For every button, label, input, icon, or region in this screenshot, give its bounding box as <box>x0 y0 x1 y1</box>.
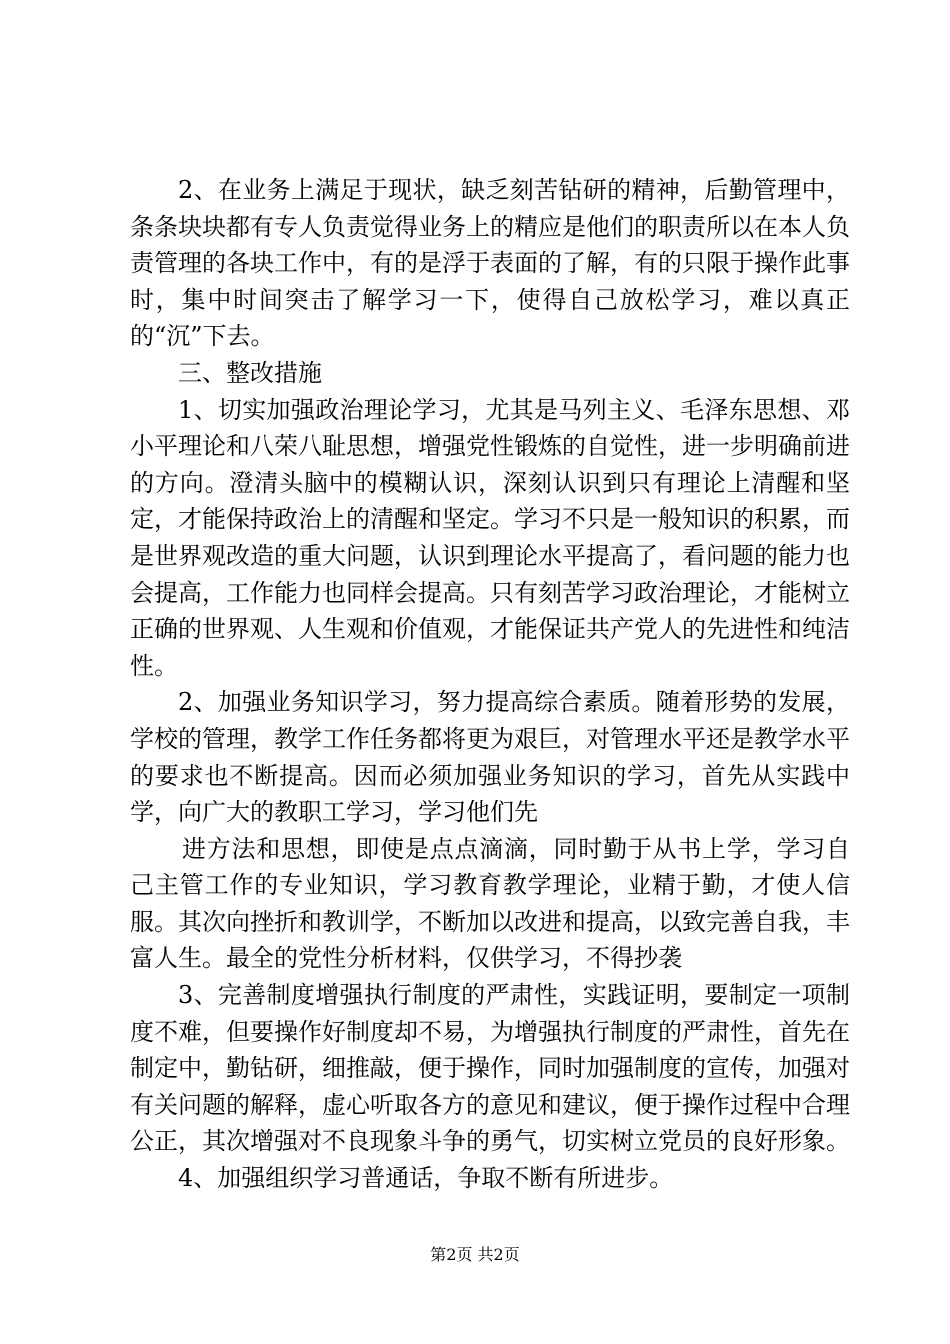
paragraph-business-knowledge: 2、加强业务知识学习，努力提高综合素质。随着形势的发展，学校的管理，教学工作任务都将更为艰巨，对管理水平还是教学水平的要求也不断提高。因而必须加强业务知识的学习，首先从实践中学，向广大的教职工学习，学习他们先 <box>130 688 850 827</box>
section-heading-rectification: 三、整改措施 <box>178 358 322 387</box>
paragraph-political-study: 1、切实加强政治理论学习，尤其是马列主义、毛泽东思想、邓小平理论和八荣八耻思想，增强党性锻炼的自觉性，进一步明确前进的方向。澄清头脑中的模糊认识，深刻认识到只有理论上清醒和坚定，才能保持政治上的清醒和坚定。学习不只是一般知识的积累，而是世界观改造的重大问题，认识到理论水平提高了，看问题的能力也会提高，工作能力也同样会提高。只有刻苦学习政治理论，才能树立正确的世界观、人生观和价值观，才能保证共产党人的先进性和纯洁性。 <box>130 395 850 680</box>
paragraph-business-shortcoming: 2、在业务上满足于现状，缺乏刻苦钻研的精神，后勤管理中，条条块块都有专人负责觉得业务上的精应是他们的职责所以在本人负责管理的各块工作中，有的是浮于表面的了解，有的只限于操作此事时，集中时间突击了解学习一下，使得自己放松学习，难以真正的“沉”下去。 <box>130 176 850 351</box>
paragraph-system-improvement: 3、完善制度增强执行制度的严肃性，实践证明，要制定一项制度不难，但要操作好制度却不易，为增强执行制度的严肃性，首先在制定中，勤钻研，细推敲，便于操作，同时加强制度的宣传，加强对有关问题的解释，虚心听取各方的意见和建议，便于操作过程中合理公正，其次增强对不良现象斗争的勇气，切实树立党员的良好形象。 <box>130 981 850 1156</box>
paragraph-business-knowledge-continued: 进方法和思想，即使是点点滴滴，同时勤于从书上学，学习自己主管工作的专业知识，学习教育教学理论，业精于勤，才使人信服。其次向挫折和教训学，不断加以改进和提高，以致完善自我，丰富人生。最全的党性分析材料，仅供学习，不得抄袭 <box>130 834 850 973</box>
page-number-footer: 第2页 共2页 <box>430 1245 520 1264</box>
document-body <box>130 172 850 1197</box>
paragraph-mandarin-study: 4、加强组织学习普通话，争取不断有所进步。 <box>178 1164 674 1193</box>
